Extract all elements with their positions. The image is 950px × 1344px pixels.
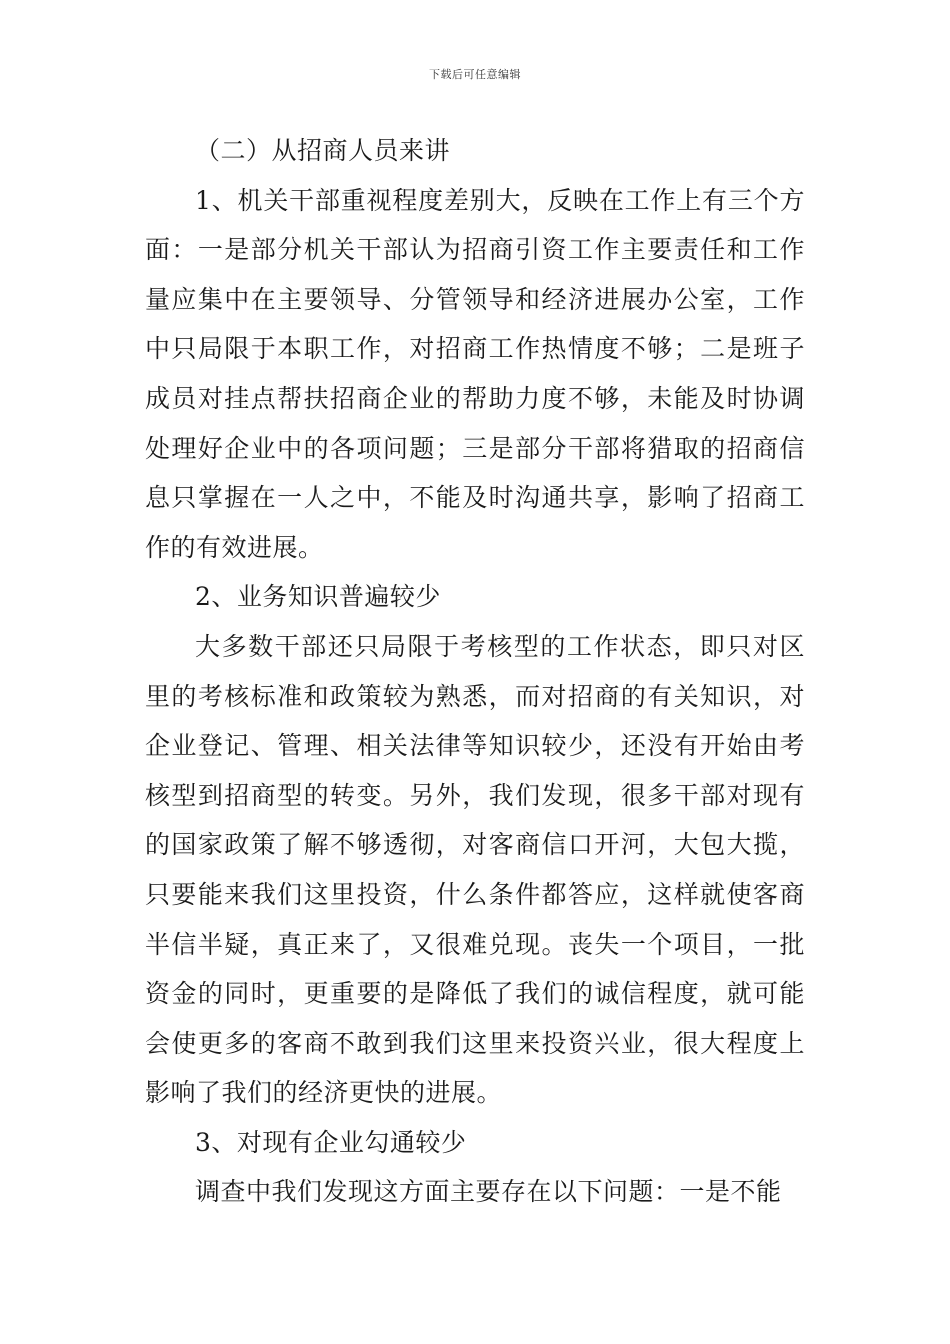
paragraph-item-1: 1、机关干部重视程度差别大，反映在工作上有三个方面：一是部分机关干部认为招商引资工作主要责任和工作量应集中在主要领导、分管领导和经济进展办公室，工作中只局限于本职工作，对招商工作热情度不够；二是班子成员对挂点帮扶招商企业的帮助力度不够，未能及时协调处理好企业中的各项问题；三是部分干部将猎取的招商信息只掌握在一人之中，不能及时沟通共享，影响了招商工作的有效进展。 bbox=[145, 185, 805, 562]
paragraph-item-3: 调查中我们发现这方面主要存在以下问题：一是不能 bbox=[195, 1177, 782, 1207]
subheading-item-3: 3、对现有企业勾通较少 bbox=[195, 1127, 467, 1157]
subheading-item-2: 2、业务知识普遍较少 bbox=[195, 582, 441, 612]
document-body bbox=[145, 126, 805, 1217]
page-header: 下载后可任意编辑 bbox=[429, 68, 521, 81]
section-heading: （二）从招商人员来讲 bbox=[195, 136, 451, 165]
paragraph-item-2: 大多数干部还只局限于考核型的工作状态，即只对区里的考核标准和政策较为熟悉，而对招商的有关知识，对企业登记、管理、相关法律等知识较少，还没有开始由考核型到招商型的转变。另外，我们发现，很多干部对现有的国家政策了解不够透彻，对客商信口开河，大包大揽，只要能来我们这里投资，什么条件都答应，这样就使客商半信半疑，真正来了，又很难兑现。丧失一个项目，一批资金的同时，更重要的是降低了我们的诚信程度，就可能会使更多的客商不敢到我们这里来投资兴业，很大程度上影响了我们的经济更快的进展。 bbox=[145, 631, 805, 1108]
